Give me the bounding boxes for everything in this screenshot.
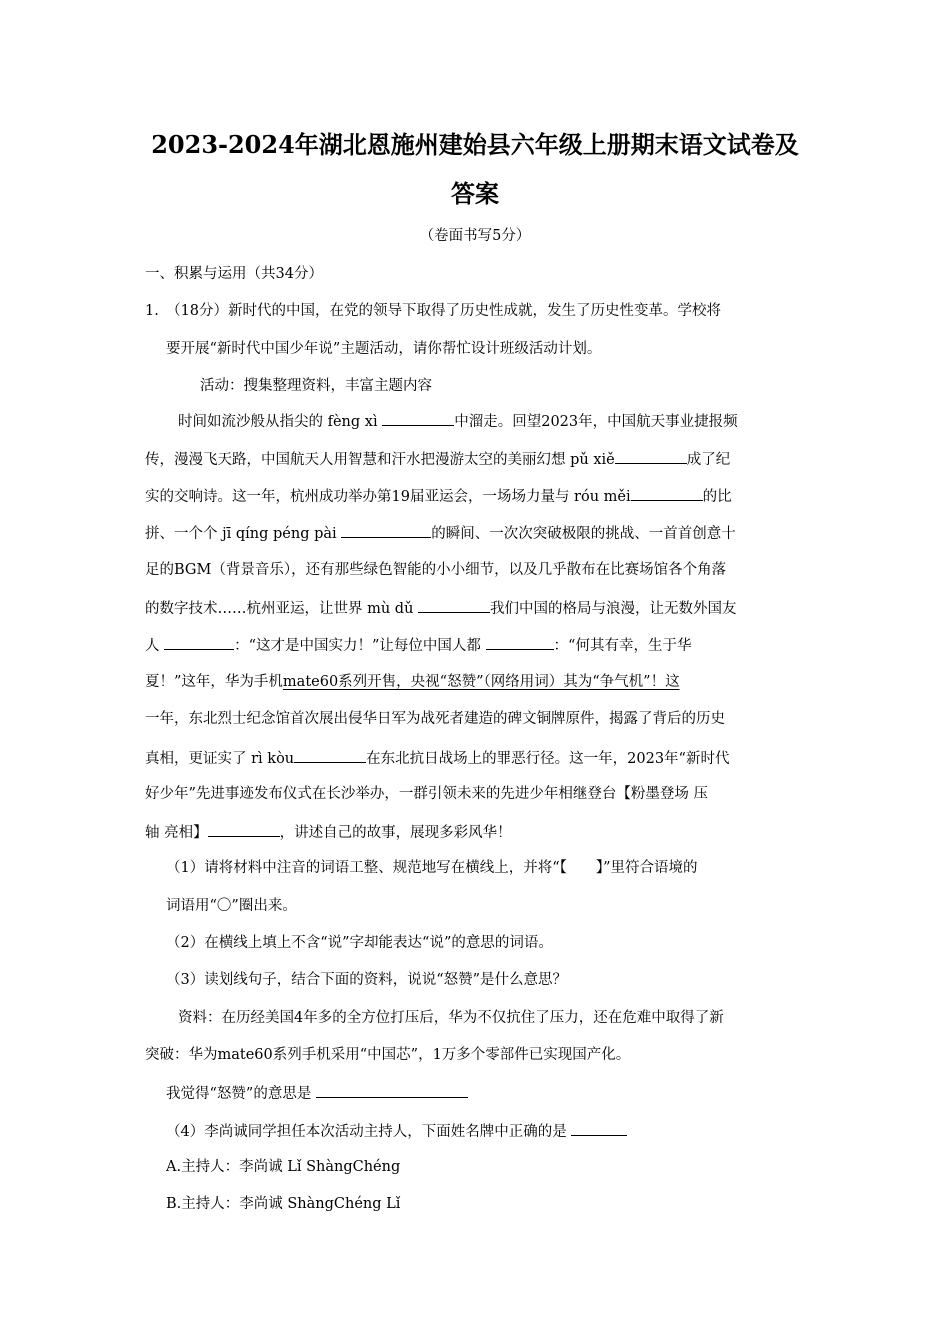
- document-title-line1: 2023-2024年湖北恩施州建始县六年级上册期末语文试卷及: [151, 130, 799, 159]
- passage-line: 真相，更证实了 rì kòu 在东北抗日战场上的罪恶行径。这一年，2023年“新时代: [145, 747, 729, 769]
- answer-blank[interactable]: [294, 747, 366, 763]
- answer-prompt: 我觉得“怒赞”的意思是: [166, 1082, 468, 1104]
- answer-blank[interactable]: [316, 1082, 468, 1098]
- subtitle: （卷面书写5分）: [419, 228, 531, 244]
- passage-line: 人 ：“这才是中国实力！”让每位中国人都 ：“何其有幸，生于华: [145, 634, 691, 656]
- passage-line: 传，漫漫飞天路，中国航天人用智慧和汗水把漫游太空的美丽幻想 pǔ xiě 成了纪: [145, 448, 730, 470]
- passage-line: 足的BGM（背景音乐），还有那些绿色智能的小小细节，以及几乎散布在比赛场馆各个角落: [145, 562, 727, 578]
- answer-blank[interactable]: [382, 410, 454, 426]
- q1-intro-line1: 1. （18分）新时代的中国，在党的领导下取得了历史性成就，发生了历史性变革。学校将: [145, 303, 722, 319]
- answer-blank[interactable]: [164, 634, 234, 650]
- material-line2: 突破：华为mate60系列手机采用“中国芯”，1万多个零部件已实现国产化。: [145, 1047, 631, 1063]
- subquestion-4: （4）李尚诚同学担任本次活动主持人，下面姓名牌中正确的是: [166, 1120, 627, 1142]
- answer-blank[interactable]: [208, 821, 280, 837]
- passage-line: 夏！”这年，华为手机mate60系列开售，央视“怒赞”（网络用词）其为“争气机”！这: [145, 674, 680, 690]
- passage-line: 轴 亮相】 ，讲述自己的故事，展现多彩风华！: [145, 821, 512, 843]
- q1-activity: 活动：搜集整理资料，丰富主题内容: [200, 378, 432, 394]
- material-line1: 资料：在历经美国4年多的全方位打压后，华为不仅抗住了压力，还在危难中取得了新: [178, 1010, 724, 1026]
- option-b: B.主持人：李尚诚 ShàngChéng Lǐ: [166, 1196, 401, 1212]
- passage-line: 拼、一个个 jī qíng péng pài 的瞬间、一次次突破极限的挑战、一首首创意十: [145, 522, 736, 544]
- subquestion-2: （2）在横线上填上不含“说”字却能表达“说”的意思的词语。: [166, 935, 553, 951]
- underlined-sentence: mate60系列开售，央视“怒赞”（网络用词）其为“争气机”！这: [282, 674, 680, 690]
- passage-line: 的数字技术……杭州亚运，让世界 mù dǔ 我们中国的格局与浪漫，让无数外国友: [145, 597, 737, 619]
- passage-line: 实的交响诗。这一年，杭州成功举办第19届亚运会，一场场力量与 róu měi 的比: [145, 485, 732, 507]
- answer-blank[interactable]: [615, 448, 687, 464]
- q1-intro-line2: 要开展“新时代中国少年说”主题活动，请你帮忙设计班级活动计划。: [166, 341, 602, 357]
- answer-blank[interactable]: [341, 522, 431, 538]
- subquestion-1: （1）请将材料中注音的词语工整、规范地写在横线上，并将“【 】”里符合语境的: [166, 860, 698, 876]
- subquestion-3: （3）读划线句子，结合下面的资料，说说“怒赞”是什么意思？: [166, 972, 568, 988]
- option-a: A.主持人：李尚诚 Lǐ ShàngChéng: [166, 1159, 401, 1175]
- answer-blank[interactable]: [631, 485, 703, 501]
- section-heading: 一、积累与运用（共34分）: [145, 266, 323, 282]
- subquestion-1-cont: 词语用“〇”圈出来。: [166, 898, 297, 914]
- answer-blank[interactable]: [571, 1120, 627, 1136]
- passage-line: 一年，东北烈士纪念馆首次展出侵华日军为战死者建造的碑文铜牌原件，揭露了背后的历史: [145, 711, 725, 727]
- answer-blank[interactable]: [486, 634, 554, 650]
- passage-line: 好少年”先进事迹发布仪式在长沙举办，一群引领未来的先进少年相继登台【粉墨登场 压: [145, 786, 709, 802]
- passage-line: 时间如流沙般从指尖的 fèng xì 中溜走。回望2023年，中国航天事业捷报频: [178, 410, 738, 432]
- answer-blank[interactable]: [418, 597, 490, 613]
- document-title-line2: 答案: [451, 179, 499, 208]
